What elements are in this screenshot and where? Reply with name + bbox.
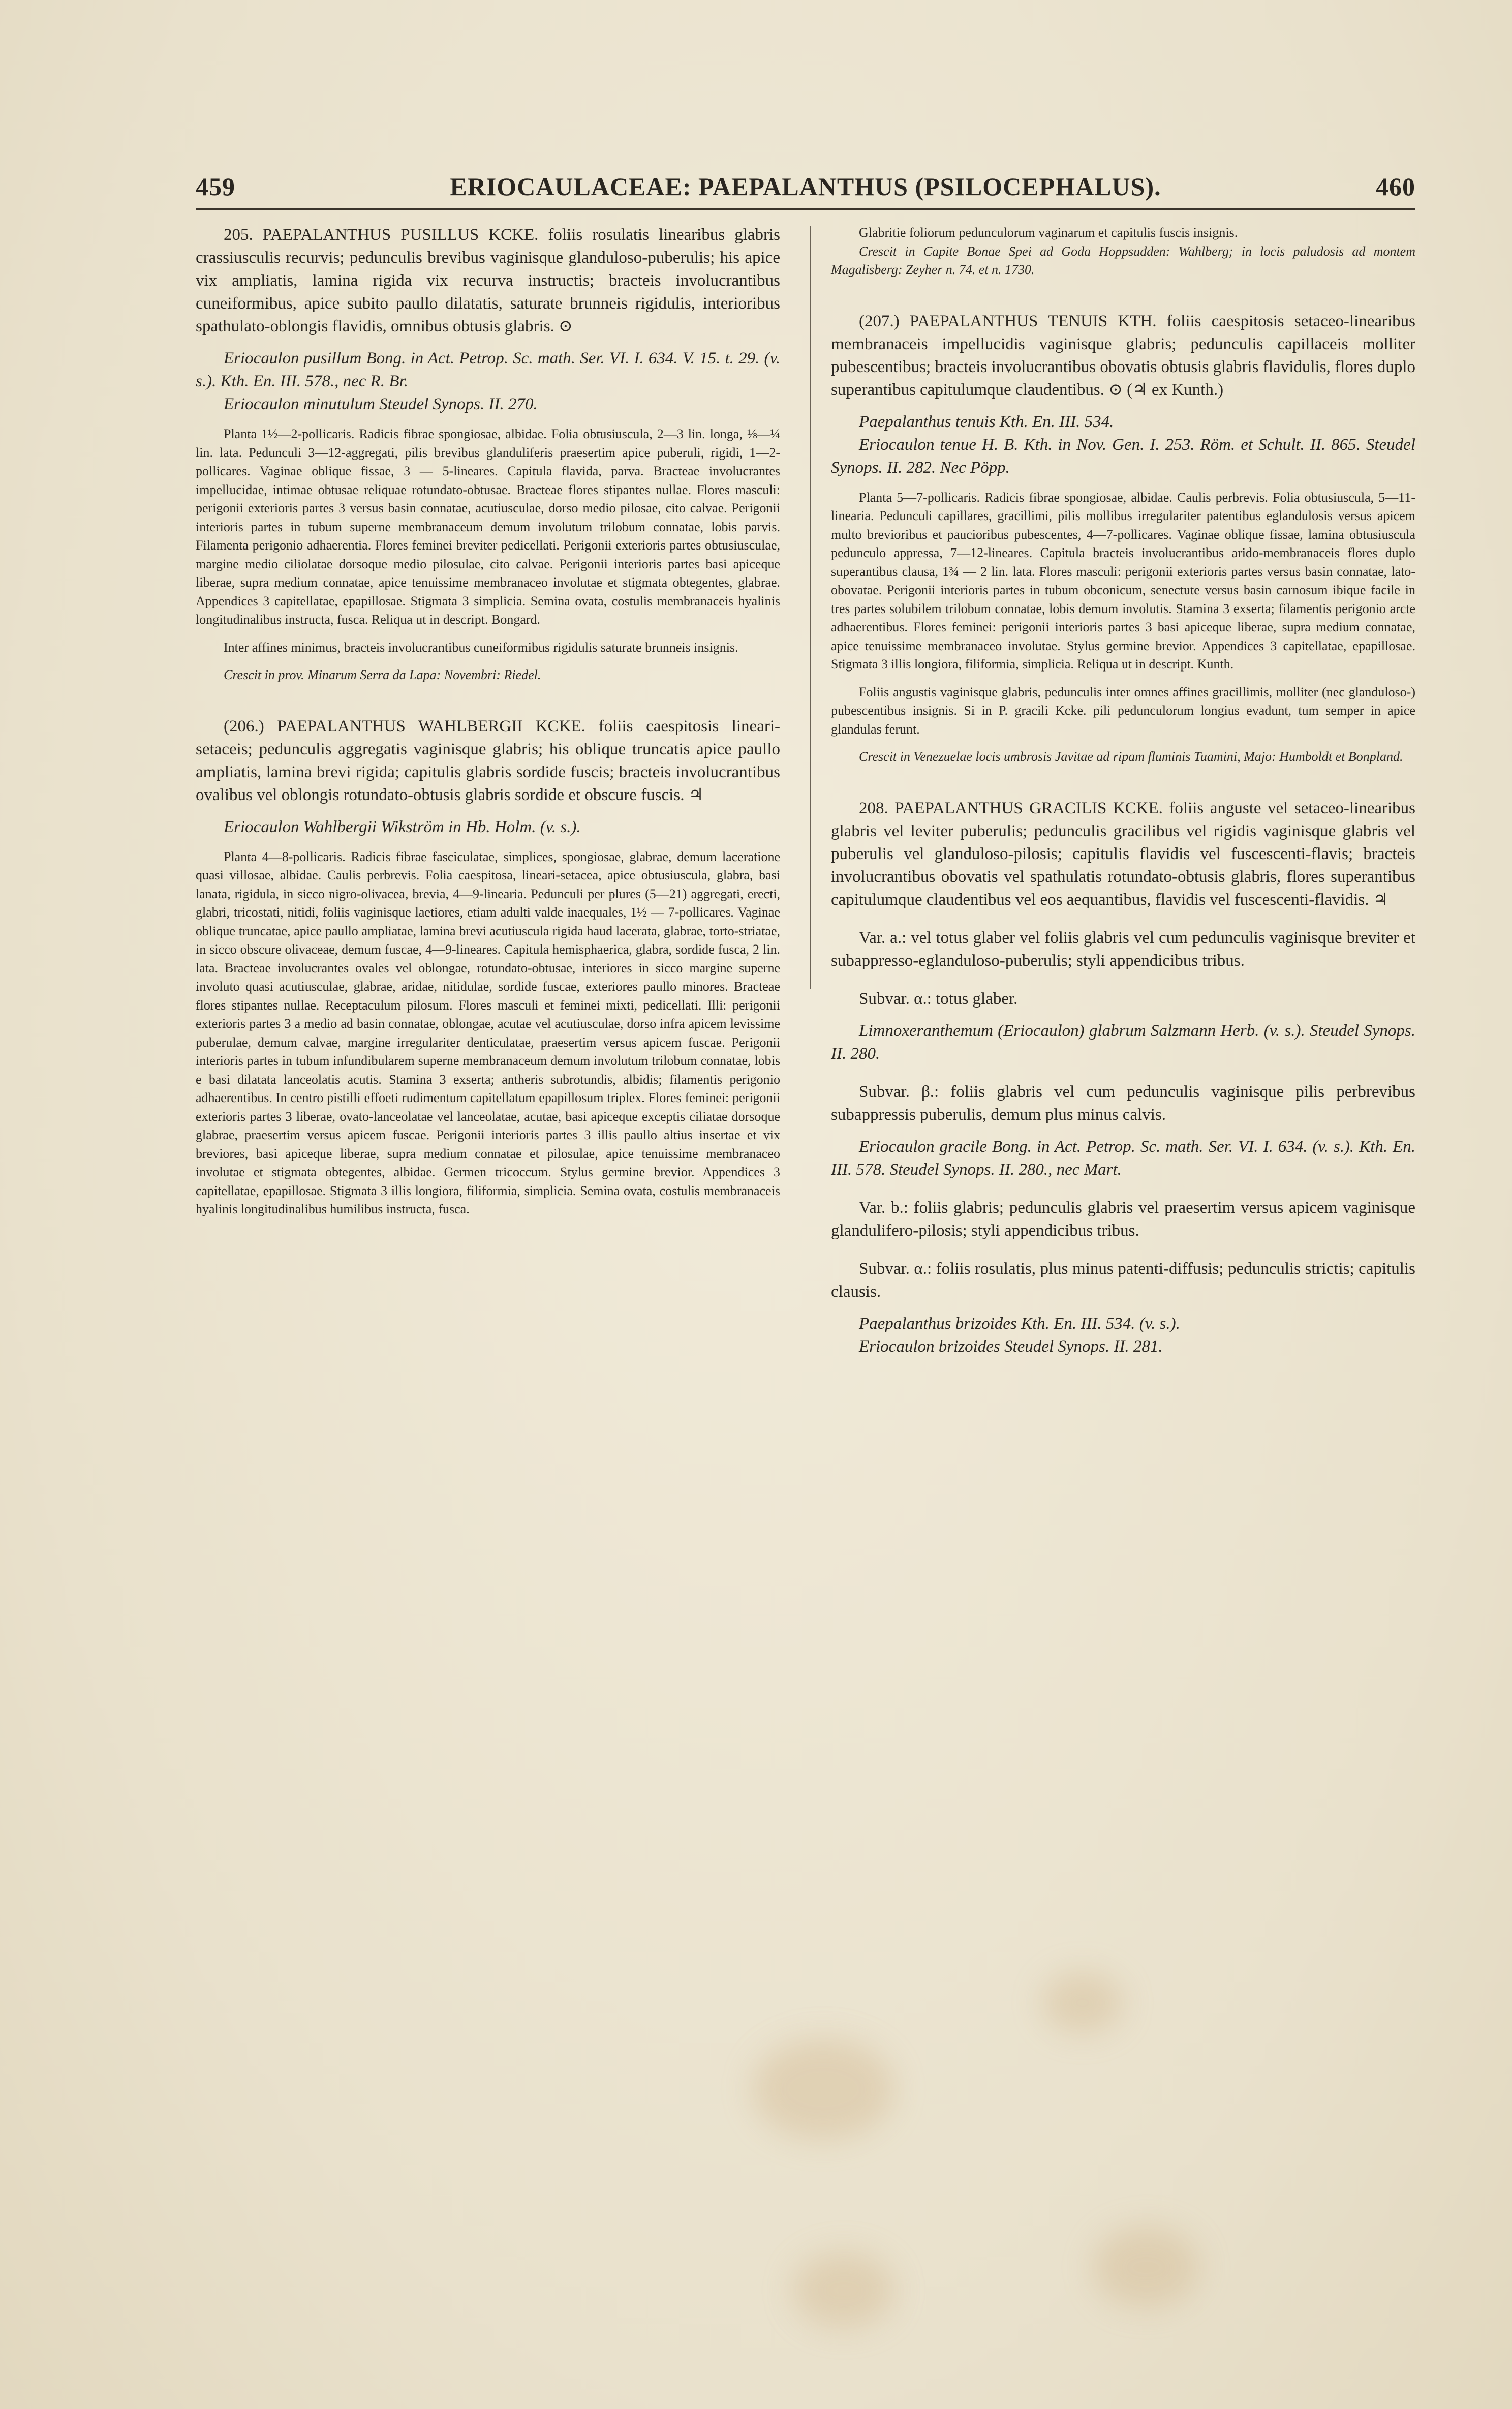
synonym: Eriocaulon tenue H. B. Kth. in Nov. Gen. I. 253. Röm. et Schult. II. 865. Steudel Synops. II. 282. Nec Pöpp.	[831, 435, 1415, 477]
species-diagnosis: foliis caespitosis lineari-setaceis; pedunculis aggregatis vaginisque glabris; his oblique truncatis apice paullo ampliatis, lamina brevi rigida; capitulis glabris sordide fuscis; bracteis involucrantibus ovalibus vel oblongis rotundato-obtusis glabris sordide et obscure fuscis. ♃	[196, 717, 780, 804]
synonym: Eriocaulon minutulum Steudel Synops. II. 270.	[224, 395, 538, 413]
species-note: Glabritie foliorum pedunculorum vaginarum et capitulis fuscis insignis.	[859, 225, 1238, 240]
synonym: Paepalanthus brizoides Kth. En. III. 534. (v. s.).	[859, 1314, 1180, 1333]
synonym: Paepalanthus tenuis Kth. En. III. 534.	[859, 412, 1114, 431]
left-column	[196, 224, 780, 1219]
column-divider	[810, 226, 811, 989]
synonym: Limnoxeranthemum (Eriocaulon) glabrum Salzmann Herb. (v. s.). Steudel Synops. II. 280.	[831, 1021, 1415, 1063]
locality: Crescit in Venezuelae locis umbrosis Javitae ad ripam fluminis Tuamini, Majo: Humboldt et Bonpland.	[859, 749, 1403, 764]
species-diagnosis: foliis caespitosis setaceo-linearibus membranaceis impellucidis vaginisque glabris; pedunculis capillaceis molliter pubescentibus; bracteis involucrantibus obovatis obtusis glabris flavidulis, flores duplo superantibus capitulumque claudentibus. ⊙ (♃ ex Kunth.)	[831, 312, 1416, 399]
synonym: Eriocaulon brizoides Steudel Synops. II. 281.	[859, 1337, 1163, 1356]
species-208	[831, 797, 1415, 911]
page-number-right: 460	[1376, 172, 1415, 201]
paper-stain	[793, 2252, 894, 2328]
paper-stain	[752, 2038, 894, 2140]
synonym: Eriocaulon gracile Bong. in Act. Petrop. Sc. math. Ser. VI. I. 634. (v. s.). Kth. En. III. 578. Steudel Synops. II. 280., nec Mart.	[831, 1137, 1415, 1179]
synonym: Eriocaulon pusillum Bong. in Act. Petrop. Sc. math. Ser. VI. I. 634. V. 15. t. 29. (v. s.). Kth. En. III. 578., nec R. Br.	[196, 349, 780, 390]
synonym: Eriocaulon Wahlbergii Wikström in Hb. Holm. (v. s.).	[224, 817, 581, 836]
species-note: Inter affines minimus, bracteis involucrantibus cuneiformibus rigidulis saturate brunneis insignis.	[224, 639, 738, 655]
paper-stain	[1093, 2227, 1199, 2308]
species-note: Foliis angustis vaginisque glabris, pedunculis inter omnes affines gracillimis, molliter (nec glanduloso-) pubescentibus insignis. Si in P. gracili Kcke. pili pedunculorum longius evadunt, tum semper in apice glandulas ferunt.	[831, 684, 1415, 737]
subvariety-beta: Subvar. β.: foliis glabris vel cum pedunculis vaginisque pilis perbrevibus subappressis puberulis, demum plus minus calvis.	[831, 1082, 1415, 1124]
locality: Crescit in Capite Bonae Spei ad Goda Hoppsudden: Wahlberg; in locis paludosis ad montem Magalisberg: Zeyher n. 74. et n. 1730.	[831, 243, 1415, 277]
paper-stain	[1042, 1972, 1123, 2033]
species-207	[831, 310, 1415, 402]
species-206	[196, 715, 780, 807]
subvariety-alpha: Subvar. α.: totus glaber.	[859, 989, 1018, 1008]
variety-b: Var. b.: foliis glabris; pedunculis glabris vel praesertim versus apicem vaginisque glandulifero-pilosis; styli appendicibus tribus.	[831, 1198, 1415, 1240]
running-header	[196, 172, 1415, 202]
species-heading: 205. PAEPALANTHUS PUSILLUS KCKE.	[224, 226, 539, 244]
right-column	[831, 224, 1415, 1358]
species-diagnosis: foliis rosulatis linearibus glabris crassiusculis recurvis; pedunculis brevibus vaginisque glanduloso-puberulis; his apice vix ampliatis, lamina rigida vix recurva instructis; bracteis involucrantibus cuneiformibus, apice subito paullo dilatatis, saturate brunneis rigidulis, interioribus spathulato-oblongis flavidis, omnibus obtusis glabris. ⊙	[196, 226, 781, 336]
subvariety-alpha: Subvar. α.: foliis rosulatis, plus minus patenti-diffusis; pedunculis strictis; capitulis clausis.	[831, 1259, 1415, 1301]
header-rule	[196, 208, 1415, 210]
page-number-left: 459	[196, 172, 235, 201]
species-description: Planta 1½—2-pollicaris. Radicis fibrae spongiosae, albidae. Folia obtusiuscula, 2—3 lin. longa, ⅛—¼ lin. lata. Pedunculi 3—12-aggregati, pilis brevibus glanduliferis praesertim apice puberuli, rigidi, 1—2-pollicares. Vaginae oblique fissae, 3 — 5-lineares. Capitula flavida, parva. Bracteae involucrantes impellucidae, intimae obtusae reliquae rotundato-obtusae. Bracteae flores stipantes nullae. Flores masculi: perigonii exterioris partes 3 versus basin connatae, acutiusculae, dorso medio pilosae, cito calvae. Perigonii interioris partes in tubum superne membranaceum demum involutum trilobum connatae, lobis parvis. Filamenta perigonio adhaerentia. Flores feminei breviter pedicellati. Perigonii exterioris partes obtusiusculae, margine medio ciliolatae dorsoque medio pilosulae, cito calvae. Perigonii interioris partes basi apiceque liberae, supra medium connatae, apice tenuissime membranaceo involutae et stigmata obtegentes, glabrae. Appendices 3 capitellatae, epapillosae. Stigmata 3 simplicia. Semina ovata, costulis membranaceis hyalinis longitudinalibus instructa, fusca. Reliqua ut in descript. Bongard.	[196, 426, 780, 627]
variety-a: Var. a.: vel totus glaber vel foliis glabris vel cum pedunculis vaginisque breviter et subappresso-eglanduloso-puberulis; styli appendicibus tribus.	[831, 928, 1415, 970]
species-205	[196, 224, 780, 338]
species-heading: (207.) PAEPALANTHUS TENUIS KTH.	[859, 312, 1157, 330]
species-heading: (206.) PAEPALANTHUS WAHLBERGII KCKE.	[224, 717, 585, 736]
species-description: Planta 4—8-pollicaris. Radicis fibrae fasciculatae, simplices, spongiosae, glabrae, demum laceratione quasi villosae, albidae. Caulis perbrevis. Folia caespitosa, lineari-setacea, apice obtusiuscula, glabra, basi lanata, rigidula, in sicco nigro-olivacea, brevia, 4—9-linearia. Pedunculi per plures (5—21) aggregati, erecti, glabri, tricostati, nitidi, foliis vaginisque laetiores, etiam adulti valde inaequales, 1½ — 7-pollicares. Vaginae oblique truncatae, apice paullo ampliatae, lamina brevi acutiuscula rigida haud lacerata, glabrae, torto-striatae, in sicco obscure olivaceae, demum fuscae, 4—9-lineares. Capitula hemisphaerica, glabra, sordide fusca, 2 lin. lata. Bracteae involucrantes ovales vel oblongae, rotundato-obtusae, interiores in sicco margine superne involuto quasi acutiusculae, glabrae, aridae, nitidulae, sordide fuscae, exteriores paullo minores. Bracteae flores stipantes nullae. Receptaculum pilosum. Flores masculi et feminei mixti, pedicellati. Illi: perigonii exterioris partes 3 a medio ad basin connatae, oblongae, acutae vel acutiusculae, dorso infra apicem levissime puberulae, demum calvae, margine irregulariter denticulatae, praesertim versus apicem fuscae. Perigonii interioris partes in tubum infundibularem superne membranaceum demum involutum trilobum connatae, lobis e basi dilatata lanceolatis acutis. Stamina 3 exserta; antheris subrotundis, albidis; filamentis perigonio adhaerentibus. In centro pistilli effoeti rudimentum capitellatum epapillosum triplex. Flores feminei: perigonii exterioris partes 3 liberae, ovato-lanceolatae vel lanceolatae, acutae, basi apiceque exceptis ciliatae dorsoque glabrae, praesertim versus apicem fuscae. Perigonii interioris partes 3 illis paullo altius insertae et vix breviores, basi apiceque liberae, supra medium connatae et pilosulae, apice tenuissime membranaceo involutae et stigmata obtegentes, albidae. Germen tricoccum. Stylus germine brevior. Appendices 3 capitellatae, epapillosae. Stigmata 3 illis longiora, filiformia, simplicia. Semina ovata, costulis membranaceis hyalinis longitudinalibus humilibus instructa, fusca.	[196, 849, 780, 1216]
species-diagnosis: foliis anguste vel setaceo-linearibus glabris vel leviter puberulis; pedunculis gracilibus vel rigidis vaginisque glabris vel puberulis vel glanduloso-pilosis; capitulis flavidis vel fuscescenti-flavis; bracteis involucrantibus obovatis vel spathulatis rotundato-obtusis glabris, flores superantibus capitulumque claudentibus vel eos aequantibus, flavidis vel fuscescenti-flavidis. ♃	[831, 799, 1415, 909]
species-description: Planta 5—7-pollicaris. Radicis fibrae spongiosae, albidae. Caulis perbrevis. Folia obtusiuscula, 5—11-linearia. Pedunculi capillares, gracillimi, pilis mollibus irregulariter patentibus eglandulosis versus apicem multo brevioribus et paucioribus pubescentes, 4—7-pollicares. Vaginae oblique fissae, lamina obtusiuscula pedunculo appressa, 7—12-lineares. Capitula bracteis involucrantibus arido-membranaceis flores duplo superantibus clausa, 1¾ — 2 lin. lata. Flores masculi: perigonii exterioris partes versus basin connatae, lato-obovatae. Perigonii interioris partes in tubum obconicum, senectute versus basin carnosum ibique facile in tres partes solubilem trilobum connatae, lobis demum involutis. Stamina 3 exserta; filamentis perigonio arcte adhaerentibus. Flores feminei: perigonii interioris partes 3 basi apiceque liberae, supra medium connatae, apice tenuissime membranaceo involutae. Stylus germine brevior. Appendices 3 capitellatae, epapillosae. Stigmata 3 illis longiora, filiformia, simplicia. Reliqua ut in descript. Kunth.	[831, 490, 1415, 672]
running-title: ERIOCAULACEAE: PAEPALANTHUS (PSILOCEPHALUS).	[450, 172, 1161, 201]
species-heading: 208. PAEPALANTHUS GRACILIS KCKE.	[859, 799, 1163, 817]
locality: Crescit in prov. Minarum Serra da Lapa: Novembri: Riedel.	[224, 667, 541, 682]
